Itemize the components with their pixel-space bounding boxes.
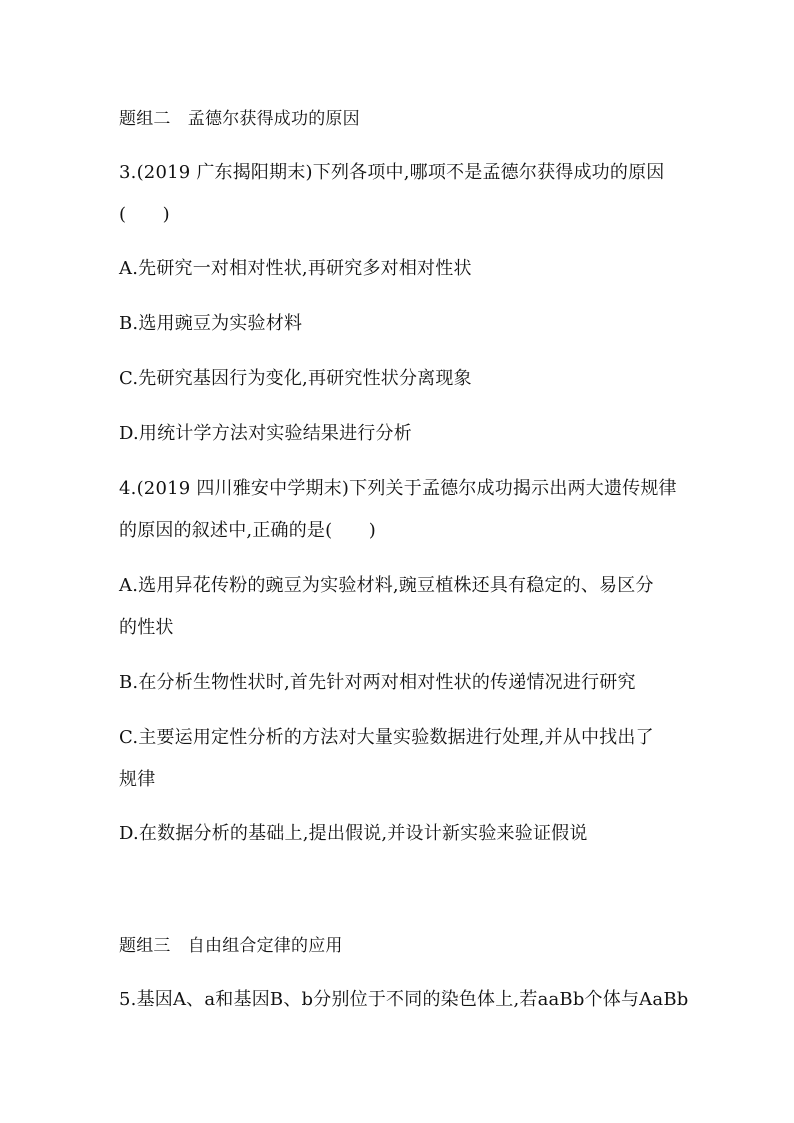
question-3-option-d: D.用统计学方法对实验结果进行分析 [119,423,412,444]
question-3-stem-line-2: ( ) [119,204,170,225]
question-4-option-d: D.在数据分析的基础上,提出假说,并设计新实验来验证假说 [119,823,588,844]
question-4-option-a-line-2: 的性状 [119,617,174,638]
section-heading-group-3: 题组三 自由组合定律的应用 [119,936,343,956]
section-heading-group-2: 题组二 孟德尔获得成功的原因 [119,109,360,129]
question-3-option-c: C.先研究基因行为变化,再研究性状分离现象 [119,368,472,389]
question-4-stem-line-2: 的原因的叙述中,正确的是( ) [119,520,376,541]
question-3-stem-line-1: 3.(2019 广东揭阳期末)下列各项中,哪项不是孟德尔获得成功的原因 [119,162,665,183]
question-5-stem-line-1: 5.基因A、a和基因B、b分别位于不同的染色体上,若aaBb个体与AaBb [119,989,689,1010]
question-3-option-b: B.选用豌豆为实验材料 [119,313,303,334]
question-4-stem-line-1: 4.(2019 四川雅安中学期末)下列关于孟德尔成功揭示出两大遗传规律 [119,478,677,499]
question-4-option-a-line-1: A.选用异花传粉的豌豆为实验材料,豌豆植株还具有稳定的、易区分 [119,575,654,596]
question-4-option-b: B.在分析生物性状时,首先针对两对相对性状的传递情况进行研究 [119,672,636,693]
question-4-option-c-line-2: 规律 [119,769,156,790]
question-4-option-c-line-1: C.主要运用定性分析的方法对大量实验数据进行处理,并从中找出了 [119,727,654,748]
question-3-option-a: A.先研究一对相对性状,再研究多对相对性状 [119,258,472,279]
